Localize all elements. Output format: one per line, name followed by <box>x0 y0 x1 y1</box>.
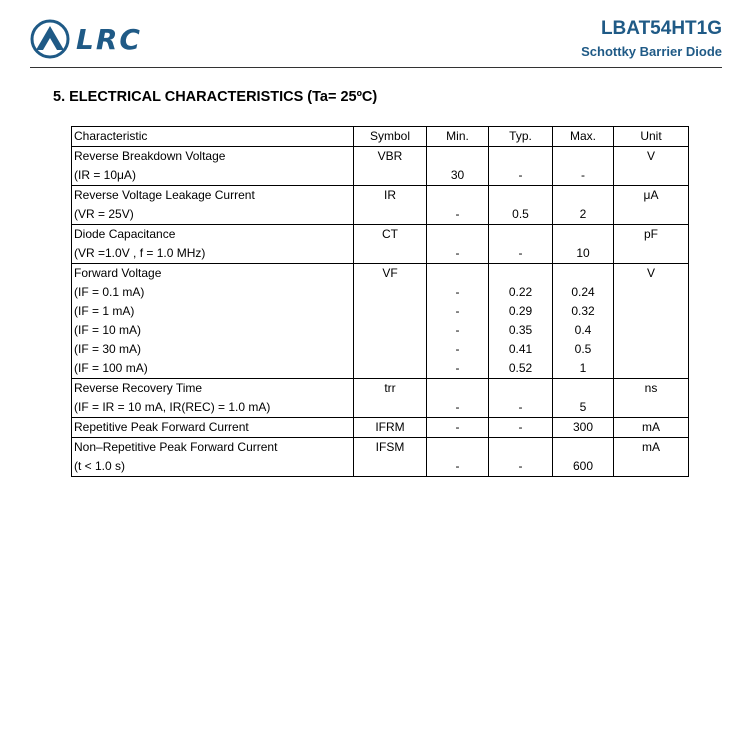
typ-cell-line: 0.22 <box>508 285 533 299</box>
typ-cell-line: - <box>518 400 523 414</box>
characteristic-cell-line: (VR = 25V) <box>74 207 134 221</box>
characteristic-cell-line: (IR = 10μA) <box>74 168 136 182</box>
symbol-text: trr <box>384 381 396 395</box>
characteristic-cell-line: (IF = 0.1 mA) <box>74 285 145 299</box>
max-cell <box>553 379 614 418</box>
min-cell-line <box>427 438 488 457</box>
typ-cell-line <box>489 225 552 244</box>
table-row <box>72 379 689 418</box>
table-header-row <box>72 127 689 147</box>
max-cell-line: 0.24 <box>571 285 595 299</box>
unit-cell-line: ns <box>644 381 658 395</box>
max-cell-line: 300 <box>572 420 594 434</box>
max-cell-line: 2 <box>579 207 587 221</box>
characteristic-cell-line: Forward Voltage <box>74 266 162 280</box>
max-cell-line <box>553 225 613 244</box>
unit-cell-line <box>614 302 688 321</box>
max-cell-line <box>553 264 613 283</box>
typ-cell-line: 0.35 <box>508 323 533 337</box>
max-cell <box>553 147 614 186</box>
table-row <box>72 438 689 477</box>
unit-cell-line: V <box>646 149 655 163</box>
typ-cell-line: 0.41 <box>508 342 533 356</box>
max-cell <box>553 264 614 379</box>
unit-cell-line <box>614 321 688 340</box>
min-cell-line: - <box>455 207 460 221</box>
max-cell-line: 0.5 <box>574 342 592 356</box>
min-cell-line: - <box>455 342 460 356</box>
electrical-characteristics-table <box>71 126 689 477</box>
part-description: Schottky Barrier Diode <box>581 44 722 59</box>
column-header-characteristic: Characteristic <box>72 127 354 147</box>
company-logo <box>30 20 142 58</box>
characteristic-cell-line: (IF = 100 mA) <box>74 361 148 375</box>
symbol-cell <box>354 438 427 477</box>
typ-cell-line: - <box>518 246 523 260</box>
symbol-cell <box>354 418 427 438</box>
header-divider <box>30 67 722 68</box>
characteristic-cell-line: Reverse Recovery Time <box>74 381 203 395</box>
typ-cell <box>489 225 553 264</box>
max-cell <box>553 225 614 264</box>
unit-cell-line <box>614 457 688 476</box>
typ-cell <box>489 379 553 418</box>
symbol-text: VF <box>382 266 398 280</box>
unit-cell-line <box>614 244 688 263</box>
characteristic-cell <box>72 379 354 418</box>
unit-cell-line <box>614 340 688 359</box>
unit-cell-line <box>614 166 688 185</box>
min-cell-line: 30 <box>450 168 465 182</box>
unit-cell-line: μA <box>643 188 659 202</box>
min-cell <box>427 225 489 264</box>
min-cell <box>427 186 489 225</box>
characteristic-cell-line: Repetitive Peak Forward Current <box>74 420 249 434</box>
min-cell-line: - <box>455 361 460 375</box>
min-cell-line: - <box>455 323 460 337</box>
symbol-text: CT <box>382 227 398 241</box>
min-cell-line <box>427 264 488 283</box>
characteristic-cell-line: (VR =1.0V , f = 1.0 MHz) <box>74 246 206 260</box>
unit-cell-line <box>614 359 688 378</box>
symbol-text: IFRM <box>375 420 405 434</box>
section-title: 5. ELECTRICAL CHARACTERISTICS (Ta= 25ºC) <box>53 89 378 105</box>
min-cell-line <box>427 225 488 244</box>
unit-cell <box>614 225 689 264</box>
max-cell-line: 0.32 <box>571 304 595 318</box>
max-cell-line: 10 <box>576 246 590 260</box>
unit-cell <box>614 186 689 225</box>
table-row <box>72 418 689 438</box>
characteristic-cell <box>72 438 354 477</box>
characteristic-cell-line: (t < 1.0 s) <box>74 459 126 473</box>
symbol-cell <box>354 379 427 418</box>
table-row <box>72 225 689 264</box>
symbol-text: VBR <box>377 149 403 163</box>
characteristic-cell <box>72 264 354 379</box>
symbol-cell <box>354 264 427 379</box>
characteristic-cell-line: Reverse Voltage Leakage Current <box>74 188 255 202</box>
max-cell-line <box>553 147 613 166</box>
min-cell-line: - <box>455 246 460 260</box>
logo-text: LRC <box>76 22 142 56</box>
typ-cell-line: 0.5 <box>512 207 529 221</box>
typ-cell-line <box>489 379 552 398</box>
max-cell-line: 5 <box>579 400 587 414</box>
min-cell <box>427 379 489 418</box>
typ-cell <box>489 418 553 438</box>
min-cell-line: - <box>455 285 460 299</box>
unit-cell-line: pF <box>643 227 658 241</box>
min-cell-line <box>427 186 488 205</box>
part-number: LBAT54HT1G <box>600 18 722 39</box>
table-row <box>72 186 689 225</box>
symbol-text: IFSM <box>375 440 405 454</box>
unit-cell-line <box>614 283 688 302</box>
characteristic-cell-line: Diode Capacitance <box>74 227 176 241</box>
characteristic-cell <box>72 418 354 438</box>
typ-cell-line: - <box>518 459 523 473</box>
min-cell-line: - <box>455 400 460 414</box>
max-cell-line: 600 <box>572 459 594 473</box>
typ-cell-line: - <box>518 420 523 434</box>
typ-cell-line <box>489 264 552 283</box>
column-header-typ: Typ. <box>489 127 553 147</box>
min-cell-line <box>427 147 488 166</box>
table-row <box>72 264 689 379</box>
min-cell-line: - <box>455 304 460 318</box>
unit-cell-line <box>614 398 688 417</box>
table-row <box>72 147 689 186</box>
min-cell <box>427 438 489 477</box>
unit-cell-line: mA <box>642 440 660 454</box>
characteristic-cell-line: Reverse Breakdown Voltage <box>74 149 226 163</box>
typ-cell <box>489 264 553 379</box>
typ-cell-line <box>489 147 552 166</box>
column-header-symbol: Symbol <box>354 127 427 147</box>
unit-cell <box>614 418 689 438</box>
unit-cell <box>614 438 689 477</box>
max-cell-line <box>553 438 613 457</box>
max-cell-line: 1 <box>579 361 587 375</box>
symbol-cell <box>354 147 427 186</box>
unit-cell <box>614 264 689 379</box>
max-cell <box>553 186 614 225</box>
column-header-unit: Unit <box>614 127 689 147</box>
characteristic-cell-line: (IF = IR = 10 mA, IR(REC) = 1.0 mA) <box>74 400 271 414</box>
typ-cell-line: 0.52 <box>508 361 533 375</box>
max-cell-line <box>553 379 613 398</box>
symbol-cell <box>354 225 427 264</box>
max-cell-line: 0.4 <box>574 323 592 337</box>
unit-cell-line: mA <box>642 420 660 434</box>
max-cell-line <box>553 186 613 205</box>
min-cell-line: - <box>455 420 460 434</box>
unit-cell <box>614 147 689 186</box>
unit-cell-line <box>614 205 688 224</box>
characteristic-cell-line: (IF = 30 mA) <box>74 342 142 356</box>
typ-cell <box>489 438 553 477</box>
characteristic-cell-line: (IF = 10 mA) <box>74 323 142 337</box>
typ-cell-line: 0.29 <box>508 304 533 318</box>
typ-cell-line <box>489 438 552 457</box>
max-cell-line: - <box>581 168 585 182</box>
max-cell <box>553 438 614 477</box>
unit-cell <box>614 379 689 418</box>
characteristic-cell-line: (IF = 1 mA) <box>74 304 135 318</box>
min-cell <box>427 147 489 186</box>
typ-cell <box>489 147 553 186</box>
characteristic-cell <box>72 225 354 264</box>
min-cell <box>427 418 489 438</box>
column-header-max: Max. <box>553 127 614 147</box>
min-cell-line: - <box>455 459 460 473</box>
characteristic-cell <box>72 147 354 186</box>
min-cell-line <box>427 379 488 398</box>
characteristic-cell-line: Non–Repetitive Peak Forward Current <box>74 440 278 454</box>
characteristic-cell <box>72 186 354 225</box>
symbol-cell <box>354 186 427 225</box>
symbol-text: IR <box>384 188 396 202</box>
column-header-min: Min. <box>427 127 489 147</box>
unit-cell-line: V <box>646 266 655 280</box>
lrc-triangle-logo-icon <box>30 19 70 59</box>
typ-cell-line <box>489 186 552 205</box>
typ-cell-line: - <box>518 168 523 182</box>
typ-cell <box>489 186 553 225</box>
min-cell <box>427 264 489 379</box>
max-cell <box>553 418 614 438</box>
